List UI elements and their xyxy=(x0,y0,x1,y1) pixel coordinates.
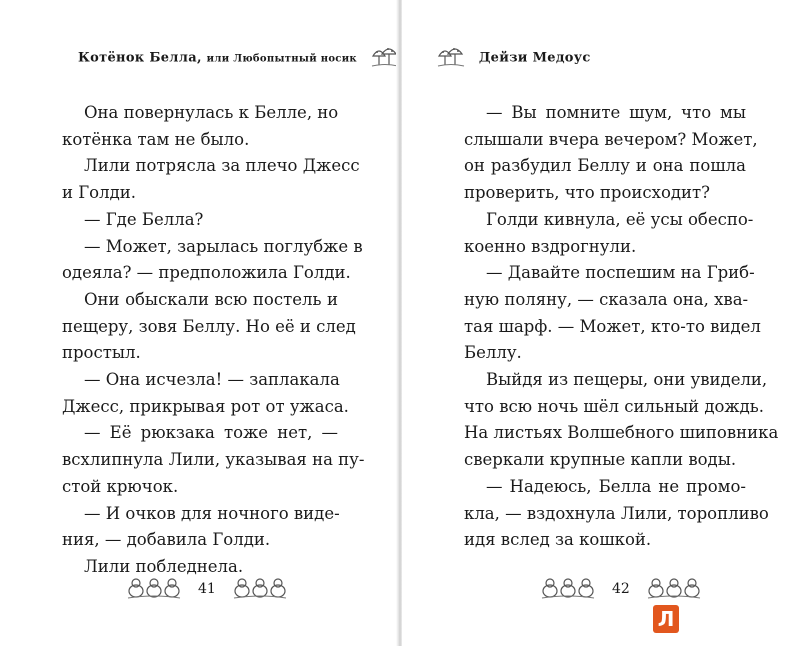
text-line: Выйдя из пещеры, они увидели, xyxy=(486,370,768,390)
left-body-text xyxy=(62,100,365,581)
text-line: — Где Белла? xyxy=(84,209,204,229)
text-line: — Она исчезла! — заплакала xyxy=(84,370,340,390)
text-line: Лили побледнела. xyxy=(84,556,244,576)
text-line: коенно вздрогнули. xyxy=(464,236,637,256)
mushroom-cluster-icon xyxy=(370,44,398,72)
fairy-animals-icon xyxy=(232,574,288,604)
text-line: стой крючок. xyxy=(62,476,179,496)
text-line: тая шарф. — Может, кто-то видел xyxy=(464,316,761,336)
text-line: — И очков для ночного виде- xyxy=(84,503,340,523)
text-line: — Надеюсь, Белла не промо- xyxy=(486,476,746,496)
text-line: простыл. xyxy=(62,343,141,363)
text-line: проверить, что происходит? xyxy=(464,183,711,203)
text-line: Беллу. xyxy=(464,343,522,363)
text-line: котёнка там не было. xyxy=(62,129,250,149)
text-line: Джесс, прикрывая рот от ужаса. xyxy=(62,396,349,416)
author-name: Дейзи Медоус xyxy=(478,50,591,66)
text-line: что всю ночь шёл сильный дождь. xyxy=(464,396,764,416)
text-line: сверкали крупные капли воды. xyxy=(464,450,737,470)
text-line: Они обыскали всю постель и xyxy=(84,289,338,309)
page-number: 41 xyxy=(198,581,216,597)
fairy-animals-icon xyxy=(540,574,596,604)
text-line: и Голди. xyxy=(62,183,136,203)
text-line: он разбудил Беллу и она пошла xyxy=(464,156,746,176)
text-line: Голди кивнула, её усы обеспо- xyxy=(486,209,754,229)
text-line: — Может, зарылась поглубже в xyxy=(84,236,363,256)
text-line: всхлипнула Лили, указывая на пу- xyxy=(62,450,365,470)
text-line: — Давайте поспешим на Гриб- xyxy=(486,263,755,283)
left-page xyxy=(0,0,398,646)
page-number: 42 xyxy=(612,581,630,597)
text-line: одеяла? — предположила Голди. xyxy=(62,263,351,283)
book-title: Котёнок Белла, xyxy=(78,50,202,66)
text-line: ния, — добавила Голди. xyxy=(62,530,271,550)
left-footer xyxy=(126,574,288,604)
text-line: Она повернулась к Белле, но xyxy=(84,103,339,122)
mushroom-cluster-icon xyxy=(436,44,466,72)
text-line: пещеру, зовя Беллу. Но её и след xyxy=(62,316,356,336)
book-subtitle: или Любопытный носик xyxy=(206,53,357,65)
text-line: — Её рюкзака тоже нет, — xyxy=(84,423,338,443)
fairy-animals-icon xyxy=(646,574,702,604)
text-line: Лили потрясла за плечо Джесс xyxy=(84,156,360,176)
text-line: На листьях Волшебного шиповника xyxy=(464,423,779,443)
fairy-animals-icon xyxy=(126,574,182,604)
watermark-logo: Л xyxy=(653,605,679,633)
right-running-head xyxy=(436,44,591,72)
text-line: ную поляну, — сказала она, хва- xyxy=(464,289,749,309)
text-line: — Вы помните шум, что мы xyxy=(486,103,746,122)
right-body-text xyxy=(464,100,779,554)
left-running-head xyxy=(78,44,398,72)
right-footer xyxy=(540,574,702,604)
right-page xyxy=(402,0,800,646)
text-line: слышали вчера вечером? Может, xyxy=(464,129,758,149)
text-line: кла, — вздохнула Лили, торопливо xyxy=(464,503,769,523)
text-line: идя вслед за кошкой. xyxy=(464,530,652,550)
